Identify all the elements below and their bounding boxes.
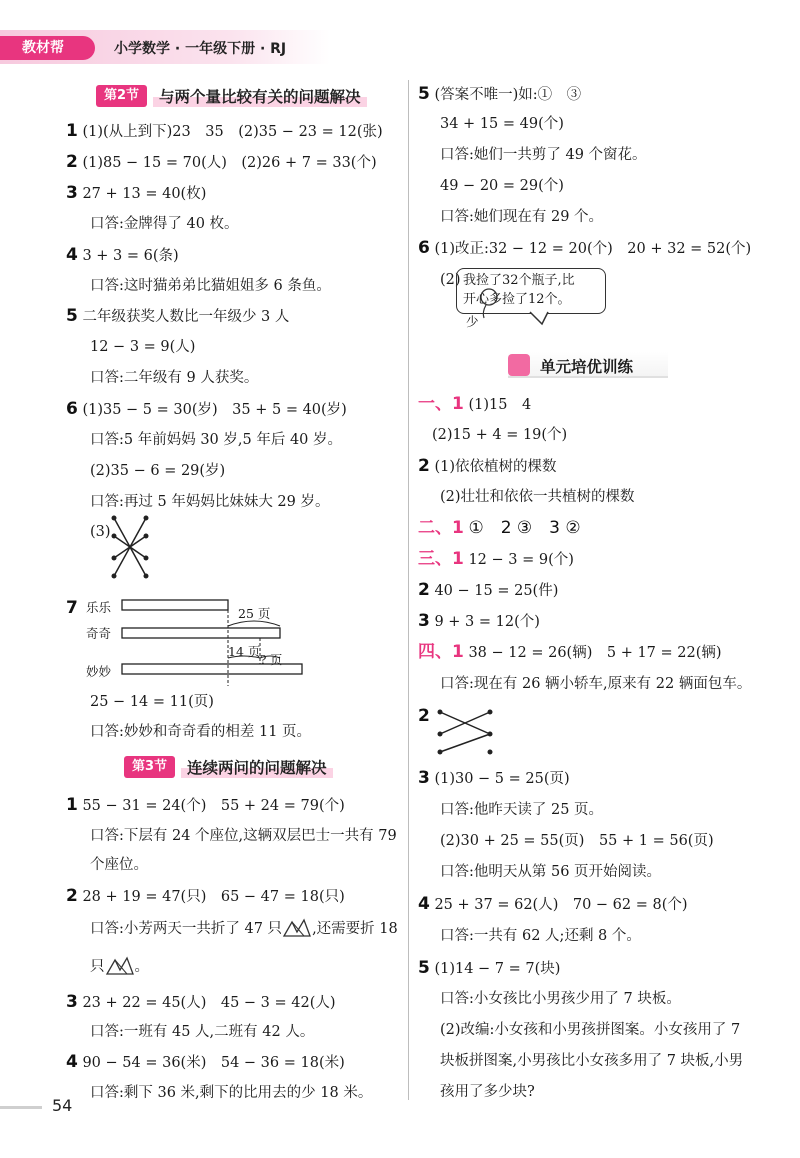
answer-text: (答案不唯一)如:① ③ [434, 87, 582, 103]
unit-part-1-q2b: (2)壮壮和依依一共植树的棵数 [440, 489, 635, 505]
part-number: 二、1 [418, 518, 464, 538]
answer-text: 27 + 13 = 40(枚) [82, 186, 207, 202]
answer-text: ① 2 ③ 3 ② [468, 518, 581, 538]
q-number: 5 [418, 958, 430, 978]
answer-text: 38 − 12 = 26(辆) 5 + 17 = 22(辆) [468, 645, 722, 661]
s3-answer-4 [66, 1052, 345, 1073]
answer-text: (1)改正:32 − 12 = 20(个) 20 + 32 = 52(个) [434, 241, 752, 257]
answer-text: (1)30 − 5 = 25(页) [434, 771, 570, 787]
right-answer-5-reply1: 口答:她们一共剪了 49 个窗花。 [440, 147, 647, 163]
right-answer-6 [418, 238, 751, 259]
answer-text: (1)14 − 7 = 7(块) [434, 961, 561, 977]
unit-part-4-q5-reply: 口答:小女孩比小男孩少用了 7 块板。 [440, 991, 681, 1007]
answer-7-number: 7 [66, 598, 78, 618]
part-number: 三、1 [418, 549, 464, 569]
unit-part-4-q5-rewrite-2: 块板拼图案,小男孩比小女孩多用了 7 块板,小男 [440, 1053, 744, 1069]
bar-label-lele: 乐乐 [86, 600, 112, 615]
answer-text: 55 − 31 = 24(个) 55 + 24 = 79(个) [82, 798, 345, 814]
bar-qiqi [122, 628, 280, 638]
correction-word: 少 [466, 314, 479, 329]
q-number: 2 [418, 456, 430, 476]
paper-crane-icon [105, 956, 135, 978]
matching-star-diagram [108, 514, 152, 580]
column-divider [408, 80, 409, 1100]
unit-part-3-q3 [418, 611, 540, 632]
right-answer-5-f2: 49 − 20 = 29(个) [440, 178, 564, 194]
answer-text: 9 + 3 = 12(个) [434, 614, 540, 630]
s3-answer-3 [66, 992, 336, 1013]
unit-practice-title: 单元培优训练 [540, 358, 634, 376]
answer-7-formula: 25 − 14 = 11(页) [90, 694, 214, 710]
section-3-title: 连续两问的问题解决 [181, 756, 333, 778]
answer-text: 28 + 19 = 47(只) 65 − 47 = 18(只) [82, 889, 345, 905]
s3-answer-2-reply: 口答:小芳两天一共折了 47 只 ,还需要折 18 [90, 918, 398, 940]
unit-part-4-q3-reply1: 口答:他昨天读了 25 页。 [440, 802, 604, 818]
answer-5-formula: 12 − 3 = 9(人) [90, 339, 196, 355]
unit-part-4-q4 [418, 894, 688, 915]
q-number: 4 [66, 1052, 78, 1072]
answer-text: (1)85 − 15 = 70(人) (2)26 + 7 = 33(个) [82, 155, 377, 171]
unit-part-3-q2 [418, 580, 558, 601]
bar-annotation-unknown: ? 页 [260, 653, 283, 667]
right-answer-5-reply2: 口答:她们现在有 29 个。 [440, 209, 604, 225]
answer-text: 3 + 3 = 6(条) [82, 248, 179, 264]
unit-part-3-q1 [418, 549, 574, 570]
answer-5-reply: 口答:二年级有 9 人获奖。 [90, 370, 259, 386]
answer-7-reply: 口答:妙妙和奇奇看的相差 11 页。 [90, 724, 312, 740]
q-number: 2 [418, 580, 430, 600]
q-number: 4 [418, 894, 430, 914]
bubble-line-1: 我捡了32个瓶子,比 [463, 273, 575, 288]
q-number: 1 [66, 795, 78, 815]
answer-1 [66, 121, 383, 142]
part-number: 一、1 [418, 394, 464, 414]
section-2-heading [96, 84, 367, 108]
unit-part-4-q1-reply: 口答:现在有 26 辆小轿车,原来有 22 辆面包车。 [440, 676, 752, 692]
unit-part-1-q2 [418, 456, 557, 477]
unit-part-4-q5 [418, 958, 560, 979]
comparison-bar-diagram [120, 596, 300, 686]
q-number: 4 [66, 245, 78, 265]
section-2-tag: 第2节 [96, 85, 147, 107]
section-3-heading [124, 755, 333, 779]
unit-practice-heading [508, 352, 668, 378]
paper-crane-icon [282, 918, 312, 940]
answer-text: 12 − 3 = 9(个) [468, 552, 574, 568]
s3-answer-2-reply-cont: 只 。 [90, 956, 149, 978]
answer-text: 40 − 15 = 25(件) [434, 583, 559, 599]
unit-part-4-q2 [418, 706, 430, 727]
s3-answer-1-reply: 口答:下层有 24 个座位,这辆双层巴士一共有 79 [90, 828, 397, 844]
bar-annotation-14: 14 页 [228, 644, 261, 659]
answer-3 [66, 183, 206, 204]
unit-part-4-q5-rewrite-3: 孩用了多少块? [440, 1084, 535, 1100]
s3-answer-4-reply: 口答:剩下 36 米,剩下的比用去的少 18 米。 [90, 1085, 373, 1101]
q-number: 3 [418, 768, 430, 788]
bar-lele [122, 600, 228, 610]
answer-text: 25 + 37 = 62(人) 70 − 62 = 8(个) [434, 897, 688, 913]
answer-3-reply: 口答:金牌得了 40 枚。 [90, 216, 239, 232]
page-number-bar [0, 1106, 42, 1109]
unit-part-4-q3-reply2: 口答:他明天从第 56 页开始阅读。 [440, 864, 662, 880]
unit-part-4-q3-part2: (2)30 + 25 = 55(页) 55 + 1 = 56(页) [440, 833, 714, 849]
q-number: 2 [66, 152, 78, 172]
bar-label-miaomiao: 妙妙 [86, 664, 112, 679]
answer-2 [66, 152, 377, 173]
answer-4-reply: 口答:这时猫弟弟比猫姐姐多 6 条鱼。 [90, 278, 331, 294]
answer-text: (1)(从上到下)23 35 (2)35 − 23 = 12(张) [82, 124, 383, 140]
page-number: 54 [52, 1096, 73, 1115]
s3-answer-3-reply: 口答:一班有 45 人,二班有 42 人。 [90, 1024, 315, 1040]
answer-6-part2: (2)35 − 6 = 29(岁) [90, 463, 226, 479]
answer-text: (1)依依植树的棵数 [434, 459, 557, 475]
bar-label-qiqi: 奇奇 [86, 626, 112, 641]
unit-part-4-q4-reply: 口答:一共有 62 人;还剩 8 个。 [440, 928, 641, 944]
answer-text: (1)35 − 5 = 30(岁) 35 + 5 = 40(岁) [82, 402, 347, 418]
book-title: 小学数学 · 一年级下册 · RJ [114, 41, 287, 57]
bubble-line-2: 开心多捡了12个。 [463, 292, 571, 307]
answer-5 [66, 306, 289, 327]
q-number: 6 [66, 399, 78, 419]
q-number: 2 [66, 886, 78, 906]
q-number: 3 [418, 611, 430, 631]
section-2-title: 与两个量比较有关的问题解决 [153, 85, 367, 107]
unit-part-2 [418, 518, 581, 539]
part-number: 四、1 [418, 642, 464, 662]
s3-answer-1 [66, 795, 345, 816]
answer-text: 23 + 22 = 45(人) 45 − 3 = 42(人) [82, 995, 336, 1011]
matching-cross-diagram [436, 708, 496, 756]
q-number: 2 [418, 706, 430, 726]
q-number: 5 [66, 306, 78, 326]
answer-text: 90 − 54 = 36(米) 54 − 36 = 18(米) [82, 1055, 345, 1071]
q-number: 6 [418, 238, 430, 258]
unit-part-4-q5-rewrite-1: (2)改编:小女孩和小男孩拼图案。小女孩用了 7 [440, 1022, 741, 1038]
bar-annotation-25: 25 页 [238, 606, 271, 621]
book-brand-tag: 教材帮 [0, 36, 95, 60]
unit-part-1-q1 [418, 394, 531, 415]
unit-part-4-q1 [418, 642, 722, 663]
answer-4 [66, 245, 179, 266]
answer-6-part2-reply: 口答:再过 5 年妈妈比妹妹大 29 岁。 [90, 494, 330, 510]
right-answer-6-part2: (2) [440, 272, 461, 288]
bubble-tail [530, 312, 554, 328]
correction-mark [478, 286, 500, 322]
unit-part-1-q1b: (2)15 + 4 = 19(个) [432, 427, 568, 443]
chart-trend-icon [508, 354, 530, 376]
q-number: 5 [418, 84, 430, 104]
answer-6 [66, 399, 347, 420]
right-answer-5-f1: 34 + 15 = 49(个) [440, 116, 564, 132]
answer-6-part3: (3) [90, 524, 111, 540]
unit-part-4-q3 [418, 768, 570, 789]
answer-text: (1)15 4 [468, 397, 532, 413]
answer-6-reply: 口答:5 年前妈妈 30 岁,5 年后 40 岁。 [90, 432, 343, 448]
q-number: 3 [66, 183, 78, 203]
s3-answer-2 [66, 886, 345, 907]
q-number: 3 [66, 992, 78, 1012]
s3-answer-1-reply-cont: 个座位。 [90, 857, 148, 873]
answer-text: 二年级获奖人数比一年级少 3 人 [82, 309, 290, 325]
section-3-tag: 第3节 [124, 756, 175, 778]
right-answer-5 [418, 84, 581, 105]
q-number: 1 [66, 121, 78, 141]
